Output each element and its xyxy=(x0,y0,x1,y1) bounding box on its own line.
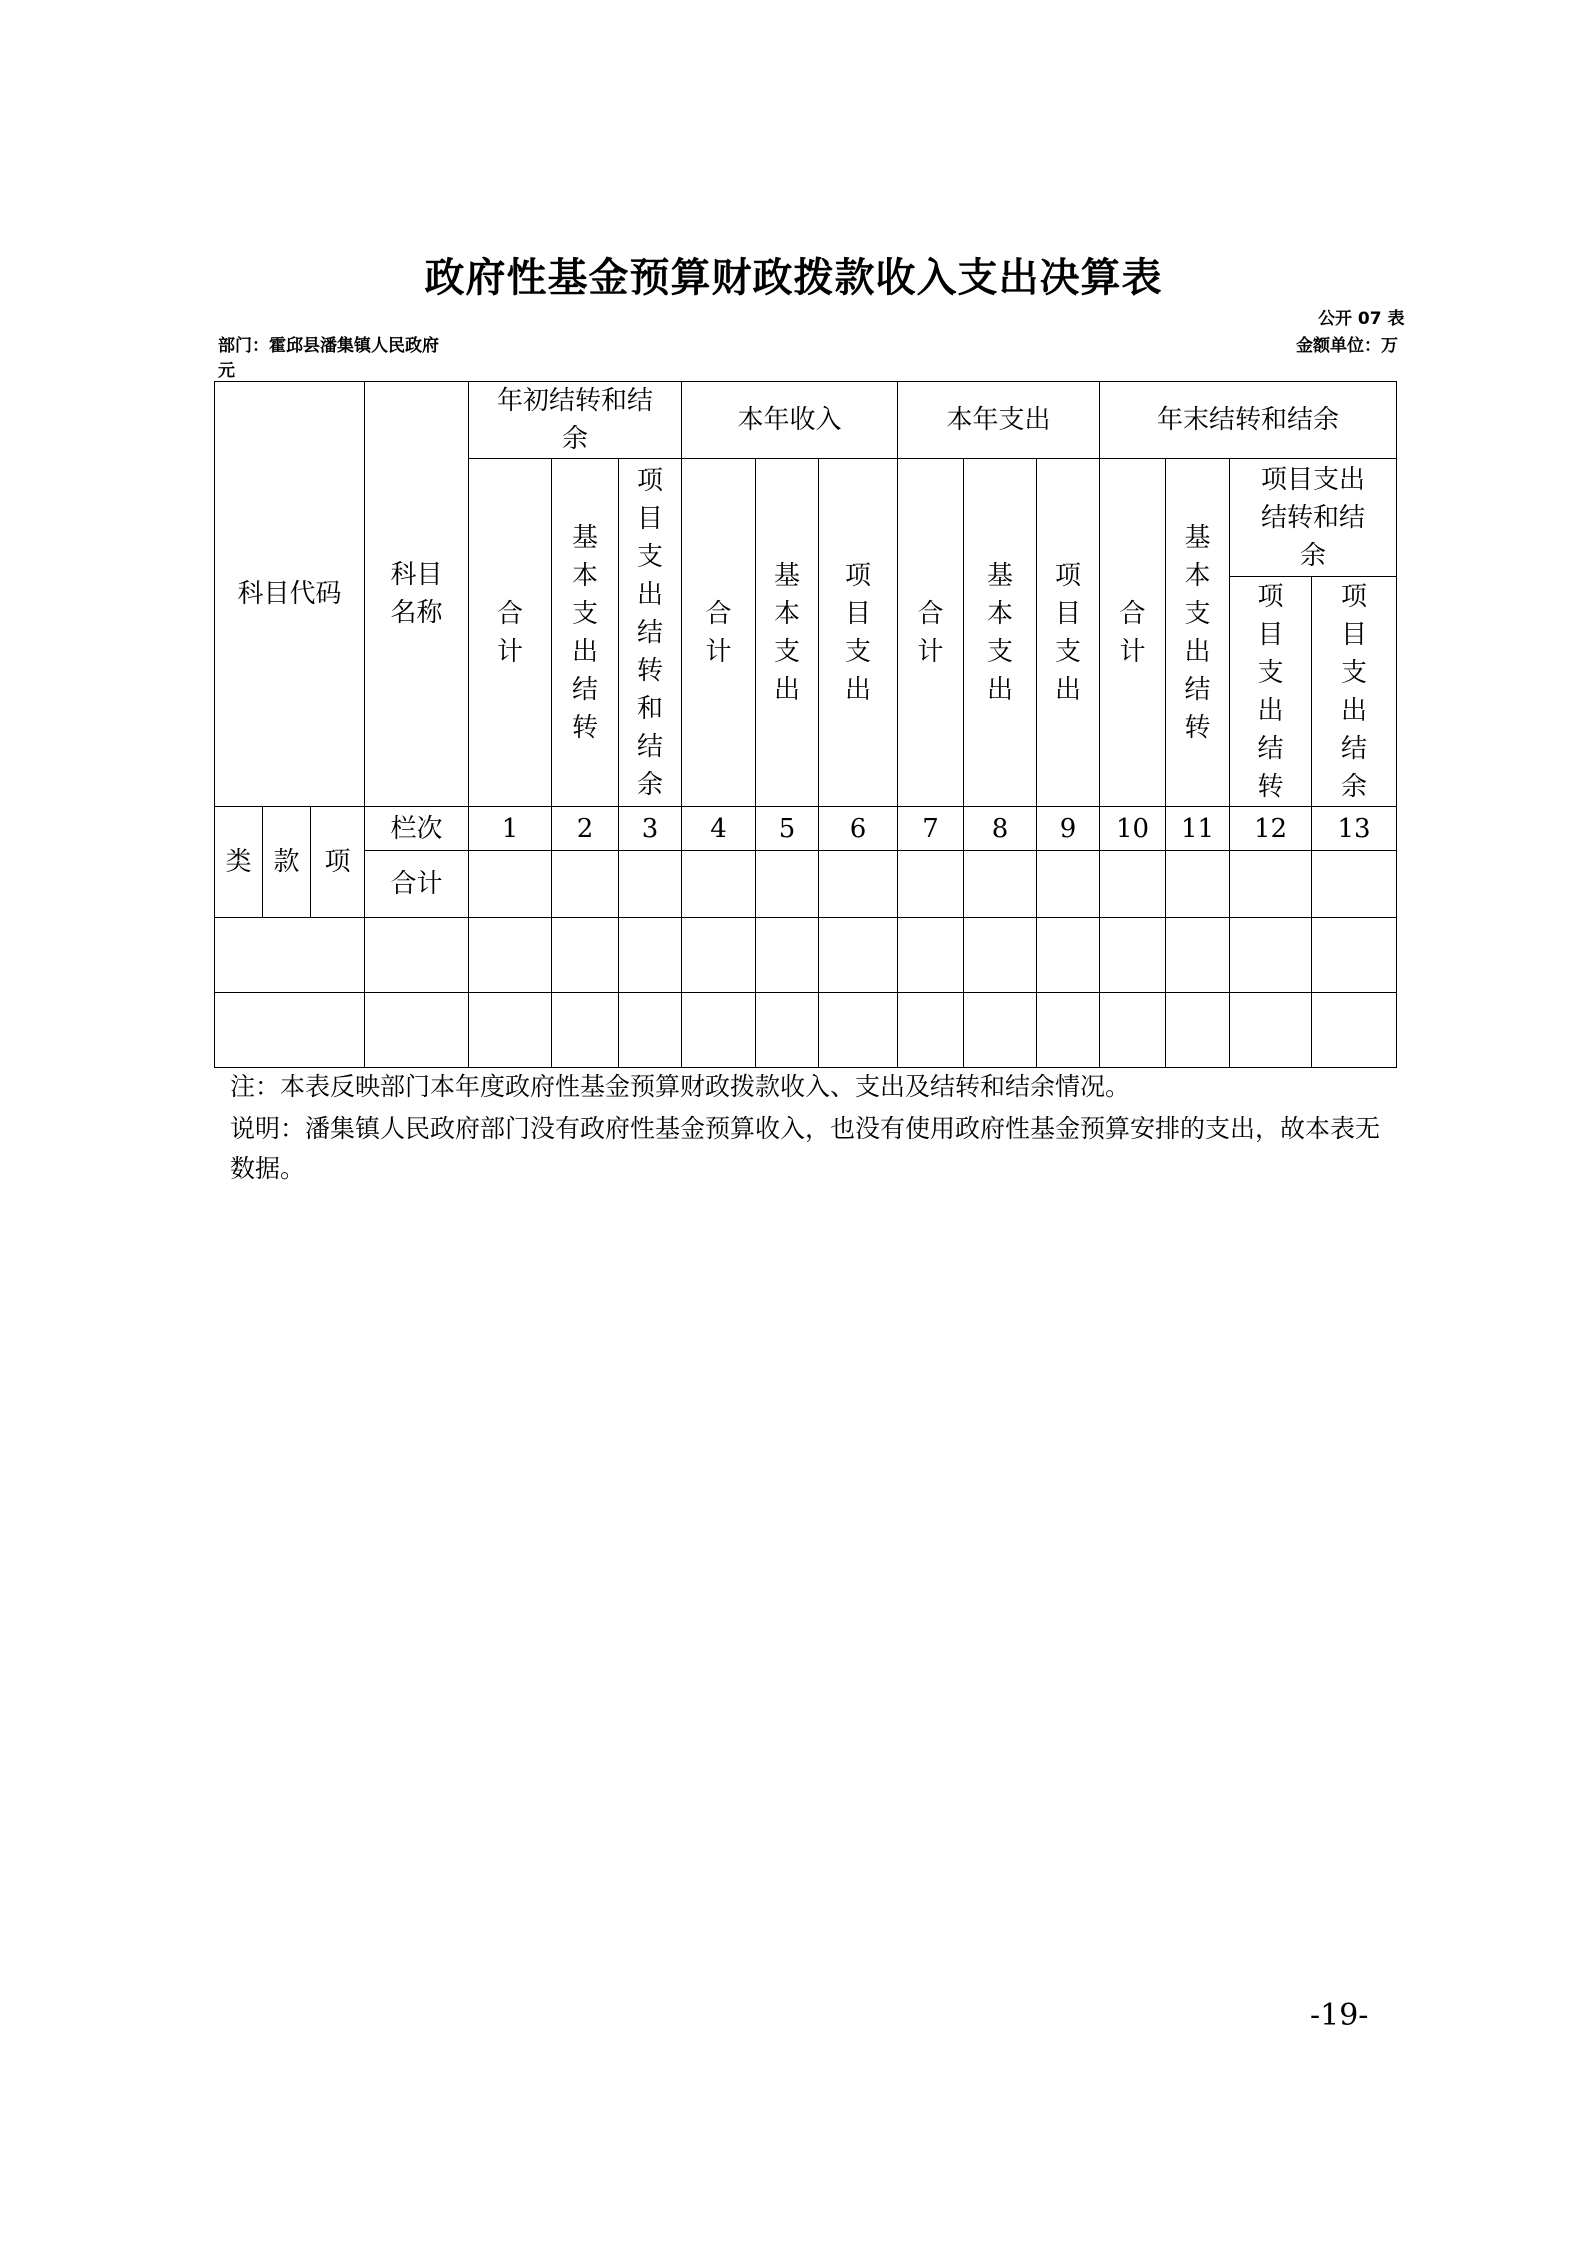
col-number: 12 xyxy=(1230,807,1312,851)
opening-total: 合计 xyxy=(469,459,552,807)
income-project: 项目支出 xyxy=(819,459,898,807)
col-number: 9 xyxy=(1037,807,1100,851)
col-number: 11 xyxy=(1166,807,1230,851)
opening-project-carry: 项目支出结转和结余 xyxy=(619,459,682,807)
col-number: 1 xyxy=(469,807,552,851)
col-number: 4 xyxy=(682,807,756,851)
page-title: 政府性基金预算财政拨款收入支出决算表 xyxy=(424,255,1163,301)
closing-project-surplus: 项目支出结余 xyxy=(1312,577,1397,807)
col-number: 7 xyxy=(898,807,964,851)
page-number: -19- xyxy=(1310,1998,1369,2033)
total-row-label: 合计 xyxy=(365,851,469,918)
total-row xyxy=(215,851,1397,918)
income-basic: 基本支出 xyxy=(756,459,819,807)
group-current-income: 本年收入 xyxy=(682,382,898,459)
col-number: 8 xyxy=(964,807,1037,851)
xiang-label: 项 xyxy=(311,807,365,918)
closing-project-group: 项目支出结转和结余 xyxy=(1230,459,1397,577)
kuan-label: 款 xyxy=(263,807,311,918)
col-number: 2 xyxy=(552,807,619,851)
unit-tail: 元 xyxy=(218,361,235,381)
col-number: 13 xyxy=(1312,807,1397,851)
code-header: 科目代码 xyxy=(215,382,365,807)
expense-project: 项目支出 xyxy=(1037,459,1100,807)
group-current-expense: 本年支出 xyxy=(898,382,1100,459)
form-code: 公开 07 表 xyxy=(1318,309,1405,329)
closing-project-carry: 项目支出结转 xyxy=(1230,577,1312,807)
group-closing-balance: 年末结转和结余 xyxy=(1100,382,1397,459)
income-total: 合计 xyxy=(682,459,756,807)
col-number: 10 xyxy=(1100,807,1166,851)
table-row xyxy=(215,993,1397,1068)
closing-total: 合计 xyxy=(1100,459,1166,807)
note-2: 说明：潘集镇人民政府部门没有政府性基金预算收入，也没有使用政府性基金预算安排的支出，故本表无数据。 xyxy=(230,1114,1381,1183)
opening-basic-carry: 基本支出结转 xyxy=(552,459,619,807)
lei-label: 类 xyxy=(215,807,263,918)
department-label: 部门：霍邱县潘集镇人民政府 xyxy=(218,336,439,356)
closing-basic-carry: 基本支出结转 xyxy=(1166,459,1230,807)
col-number: 5 xyxy=(756,807,819,851)
name-header: 科目名称 xyxy=(365,382,469,807)
expense-basic: 基本支出 xyxy=(964,459,1037,807)
unit-label: 金额单位：万 xyxy=(1296,336,1398,356)
table-row xyxy=(215,918,1397,993)
col-number: 6 xyxy=(819,807,898,851)
col-number: 3 xyxy=(619,807,682,851)
col-index-label: 栏次 xyxy=(365,807,469,851)
expense-total: 合计 xyxy=(898,459,964,807)
note-1: 注：本表反映部门本年度政府性基金预算财政拨款收入、支出及结转和结余情况。 xyxy=(230,1072,1131,1101)
group-opening-balance: 年初结转和结余 xyxy=(469,382,682,459)
budget-table xyxy=(214,381,1397,1068)
